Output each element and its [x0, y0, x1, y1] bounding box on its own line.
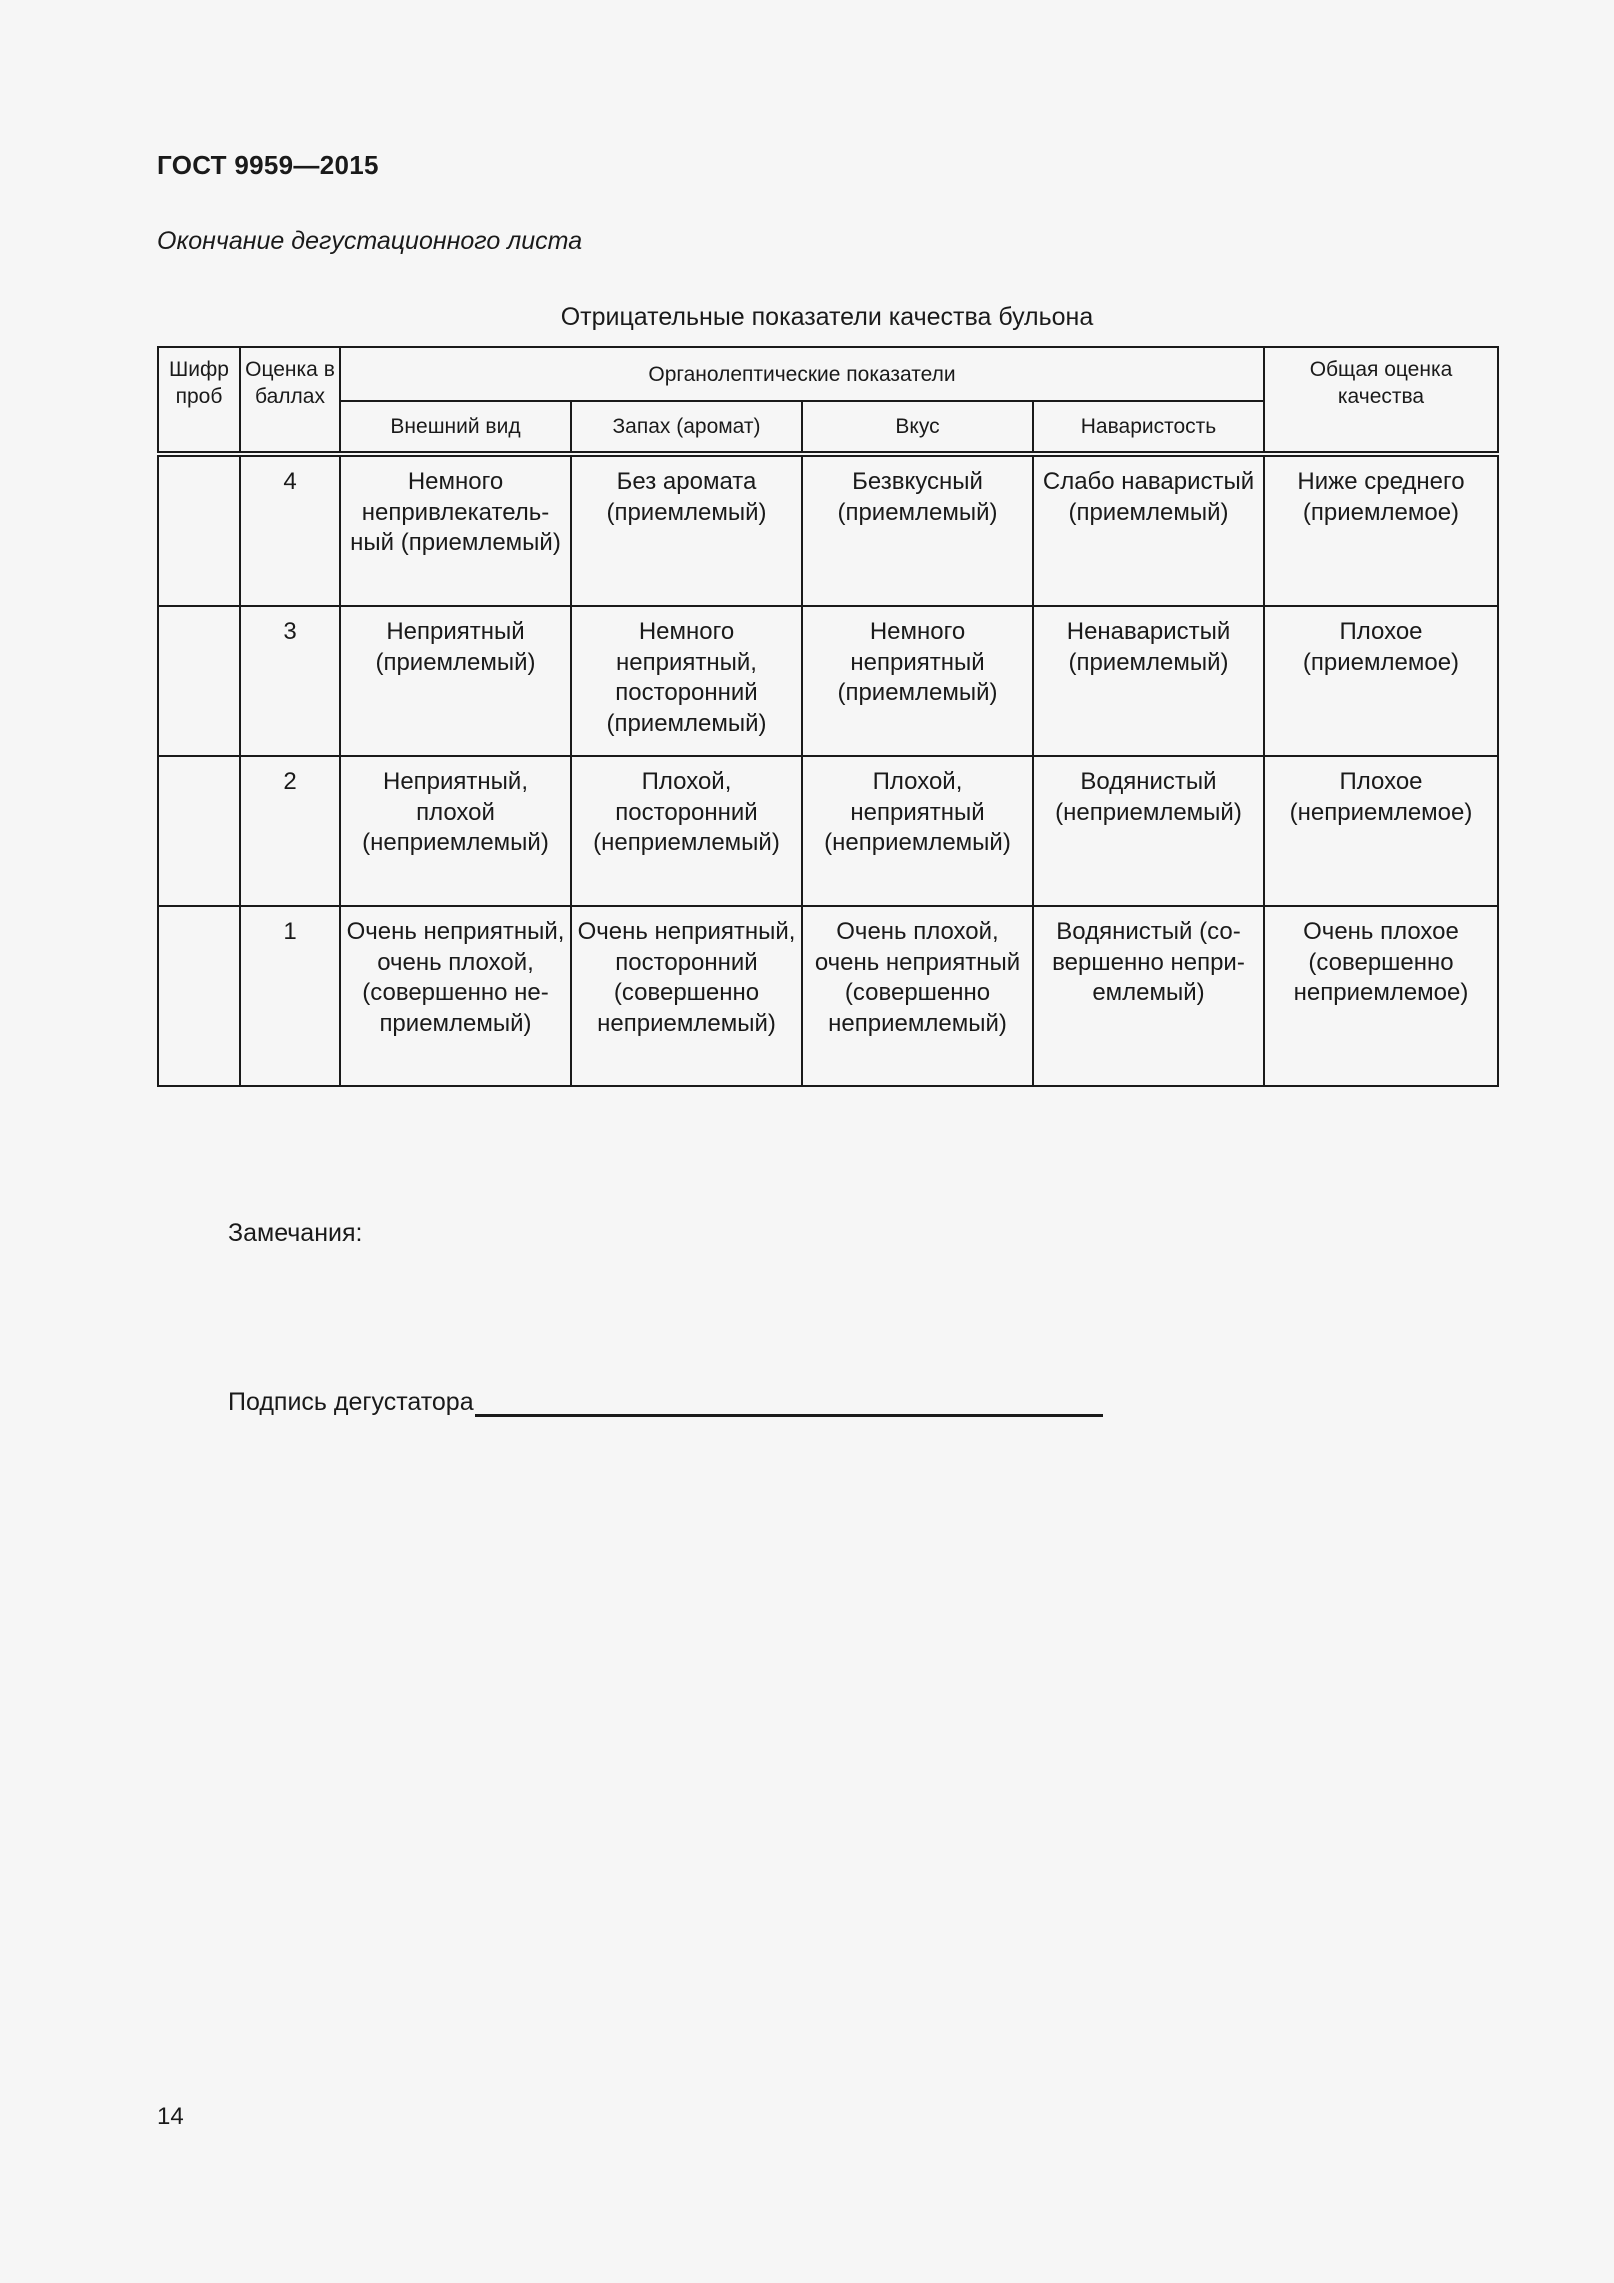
richness-cell: Ненаваристый (приемлемый): [1033, 606, 1264, 756]
cipher-cell: [158, 756, 240, 906]
score-cell: 4: [240, 454, 340, 606]
overall-cell: Плохое (неприемлемое): [1264, 756, 1498, 906]
taste-cell: Безвкусный (приемлемый): [802, 454, 1033, 606]
table-row: [158, 906, 1498, 1086]
appearance-cell: Неприятный (приемлемый): [340, 606, 571, 756]
richness-cell: Слабо наваристый (приемлемый): [1033, 454, 1264, 606]
signature-line[interactable]: [475, 1390, 1103, 1417]
score-cell: 1: [240, 906, 340, 1086]
quality-table: [157, 346, 1499, 1087]
overall-cell: Ниже среднего (приемлемое): [1264, 454, 1498, 606]
section-subtitle: Окончание дегустационного листа: [157, 227, 583, 255]
column-header-overall: Общая оценка качества: [1264, 347, 1498, 454]
taste-cell: Плохой, неприятный (неприемлемый): [802, 756, 1033, 906]
signature-field[interactable]: [228, 1388, 1103, 1417]
score-cell: 2: [240, 756, 340, 906]
cipher-cell: [158, 454, 240, 606]
taste-cell: Очень плохой, очень неприятный (совершенно неприемлемый): [802, 906, 1033, 1086]
remarks-label: Замечания:: [228, 1219, 363, 1247]
column-header-smell: Запах (аромат): [571, 401, 802, 454]
column-header-richness: Наваристость: [1033, 401, 1264, 454]
column-header-taste: Вкус: [802, 401, 1033, 454]
column-header-appearance: Внешний вид: [340, 401, 571, 454]
cipher-cell: [158, 606, 240, 756]
appearance-cell: Неприятный, плохой (неприемлемый): [340, 756, 571, 906]
score-cell: 3: [240, 606, 340, 756]
table-row: [158, 606, 1498, 756]
column-header-cipher: Шифр проб: [158, 347, 240, 454]
cipher-cell: [158, 906, 240, 1086]
page-number: 14: [157, 2103, 184, 2130]
overall-cell: Плохое (приемлемое): [1264, 606, 1498, 756]
smell-cell: Плохой, посторонний (неприемлемый): [571, 756, 802, 906]
document-standard-title: ГОСТ 9959—2015: [157, 150, 379, 180]
column-header-organoleptic: Органолептические показатели: [340, 347, 1264, 401]
table-caption: Отрицательные показатели качества бульона: [560, 303, 1094, 331]
smell-cell: Без аромата (приемлемый): [571, 454, 802, 606]
column-header-score: Оценка в баллах: [240, 347, 340, 454]
table-row: [158, 756, 1498, 906]
appearance-cell: Немного непривлекатель-ный (приемлемый): [340, 454, 571, 606]
smell-cell: Немного неприятный, посторонний (приемлемый): [571, 606, 802, 756]
taste-cell: Немного неприятный (приемлемый): [802, 606, 1033, 756]
table-row: [158, 454, 1498, 606]
richness-cell: Водянистый (неприемлемый): [1033, 756, 1264, 906]
overall-cell: Очень плохое (совершенно неприемлемое): [1264, 906, 1498, 1086]
appearance-cell: Очень неприятный, очень плохой, (совершенно не-приемлемый): [340, 906, 571, 1086]
richness-cell: Водянистый (со-вершенно непри-емлемый): [1033, 906, 1264, 1086]
signature-label: Подпись дегустатора: [228, 1388, 474, 1416]
smell-cell: Очень неприятный, посторонний (совершенно неприемлемый): [571, 906, 802, 1086]
